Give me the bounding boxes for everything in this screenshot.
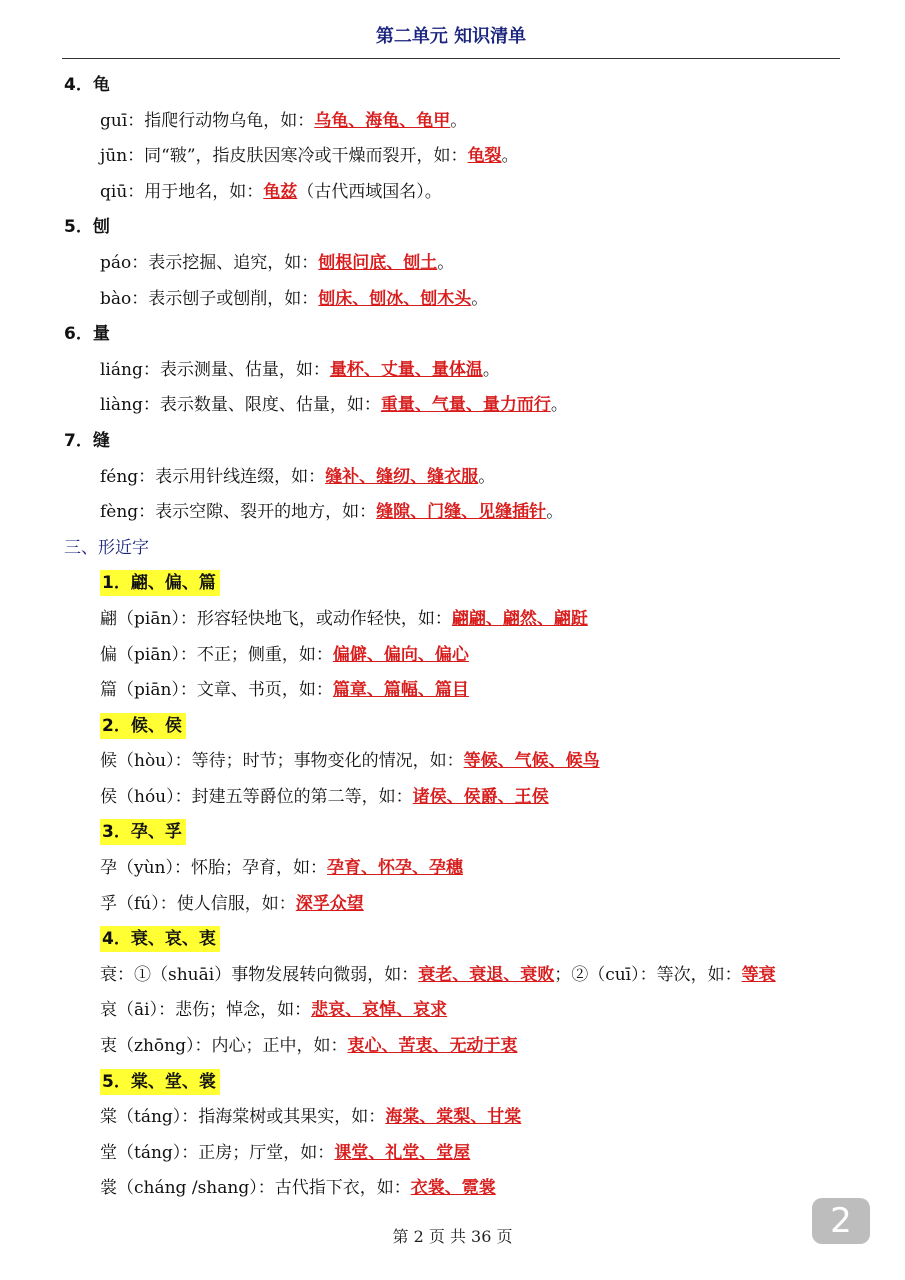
example-words: 衰老、衰退、衰败 (418, 964, 555, 985)
entry (64, 495, 854, 531)
example-words: 课堂、礼堂、堂屋 (334, 1142, 471, 1163)
entry-text: 棠（táng）：指海棠树或其果实，如： (100, 1107, 386, 1128)
group-heading-row (64, 1065, 854, 1101)
example-words: 龟兹 (263, 181, 298, 202)
entry-text: 候（hòu）：等待；时节；事物变化的情况，如： (100, 751, 464, 772)
entry (64, 460, 854, 496)
example-words: 量杯、丈量、量体温 (329, 359, 483, 380)
example-words: 刨床、刨冰、刨木头 (318, 288, 472, 309)
entry (64, 673, 854, 709)
example-words: 刨根问底、刨土 (318, 252, 438, 273)
entry-text: 篇（piān）：文章、书页，如： (100, 680, 333, 701)
entry (64, 958, 854, 994)
highlighted-heading: 5．棠、堂、裳 (100, 1069, 220, 1095)
entry-tail: 。 (550, 395, 568, 416)
entry-text: páo：表示挖掘、追究，如： (100, 252, 319, 273)
entry (64, 139, 854, 175)
highlighted-heading: 3．孕、孚 (100, 819, 186, 845)
entry (64, 246, 854, 282)
entry-text: 哀（āi）：悲伤；悼念，如： (100, 1000, 312, 1021)
entry (64, 1100, 854, 1136)
entry (64, 175, 854, 211)
entry-text: 堂（táng）：正房；厅堂，如： (100, 1142, 335, 1163)
entry-text: fèng：表示空隙、裂开的地方，如： (100, 502, 377, 523)
entry (64, 388, 854, 424)
entry-text: bào：表示刨子或刨削，如： (100, 288, 319, 309)
entry-text: 衰：①（shuāi）事物发展转向微弱，如： (100, 964, 419, 985)
example-words: 偏僻、偏向、偏心 (332, 644, 469, 665)
entry-text: 衷（zhōng）：内心；正中，如： (100, 1036, 348, 1057)
highlighted-heading: 4．衰、哀、衷 (100, 926, 220, 952)
entry-tail: 。 (546, 502, 564, 523)
entry (64, 602, 854, 638)
highlighted-heading: 1．翩、偏、篇 (100, 570, 220, 596)
entry-tail: 。 (450, 110, 468, 131)
page-number-badge: 2 (812, 1198, 870, 1244)
entry-tail: 。 (471, 288, 489, 309)
entry-text: 裳（cháng /shang）：古代指下衣，如： (100, 1178, 411, 1199)
entry-text: jūn：同“皲”，指皮肤因寒冷或干燥而裂开，如： (100, 146, 468, 167)
entry-tail: 。 (501, 146, 519, 167)
entry (64, 887, 854, 923)
entry-tail: 。 (437, 252, 455, 273)
group-heading-row (64, 566, 854, 602)
group-heading-row (64, 815, 854, 851)
entry (64, 1171, 854, 1207)
entry-tail: 。 (482, 359, 500, 380)
example-words: 等候、气候、候鸟 (463, 751, 600, 772)
section-title: 三、形近字 (64, 537, 149, 558)
entry-text-2: ；②（cuī）：等次，如： (554, 964, 742, 985)
example-words: 海棠、棠梨、甘棠 (385, 1107, 522, 1128)
group-heading-row (64, 922, 854, 958)
entry-text: féng：表示用针线连缀，如： (100, 466, 326, 487)
example-words: 悲哀、哀悼、哀求 (311, 1000, 448, 1021)
page-footer: 第 2 页 共 36 页 (392, 1227, 513, 1246)
example-words: 衷心、苦衷、无动于衷 (347, 1036, 518, 1057)
entry-text: qiū：用于地名，如： (100, 181, 264, 202)
entry (64, 851, 854, 887)
page-header: 第二单元 知识清单 (62, 22, 840, 59)
example-words: 孕育、怀孕、孕穗 (327, 858, 464, 879)
example-words: 翩翩、翩然、翩跹 (451, 608, 588, 629)
entry-text: 孚（fú）：使人信服，如： (100, 893, 296, 914)
highlighted-heading: 2．候、侯 (100, 713, 186, 739)
example-words-2: 等衰 (741, 964, 776, 985)
char-heading: 5．刨 (64, 217, 110, 238)
entry-text: guī：指爬行动物乌龟，如： (100, 110, 315, 131)
example-words: 篇章、篇幅、篇目 (332, 680, 469, 701)
entry (64, 993, 854, 1029)
entry (64, 638, 854, 674)
char-heading: 7．缝 (64, 430, 110, 451)
example-words: 重量、气量、量力而行 (380, 395, 551, 416)
entry-text: 孕（yùn）：怀胎；孕育，如： (100, 858, 328, 879)
entry-text: 翩（piān）：形容轻快地飞，或动作轻快，如： (100, 608, 452, 629)
entry (64, 1029, 854, 1065)
entry (64, 744, 854, 780)
content (64, 68, 854, 1207)
entry (64, 282, 854, 318)
example-words: 衣裳、霓裳 (410, 1178, 496, 1199)
group-heading-row (64, 709, 854, 745)
entry-tail: 。 (478, 466, 496, 487)
example-words: 缝补、缝纫、缝衣服 (325, 466, 479, 487)
entry (64, 1136, 854, 1172)
example-words: 龟裂 (467, 146, 502, 167)
example-words: 深孚众望 (295, 893, 364, 914)
entry-text: 侯（hóu）：封建五等爵位的第二等，如： (100, 786, 413, 807)
example-words: 缝隙、门缝、见缝插针 (376, 502, 547, 523)
entry-tail: （古代西域国名）。 (297, 181, 442, 202)
entry (64, 780, 854, 816)
example-words: 乌龟、海龟、龟甲 (314, 110, 451, 131)
entry-text: liáng：表示测量、估量，如： (100, 359, 330, 380)
entry (64, 104, 854, 140)
char-heading: 4．龟 (64, 75, 110, 95)
char-heading: 6．量 (64, 324, 110, 345)
example-words: 诸侯、侯爵、王侯 (412, 786, 549, 807)
entry-text: 偏（piān）：不正；侧重，如： (100, 644, 333, 665)
entry (64, 353, 854, 389)
entry-text: liàng：表示数量、限度、估量，如： (100, 395, 381, 416)
